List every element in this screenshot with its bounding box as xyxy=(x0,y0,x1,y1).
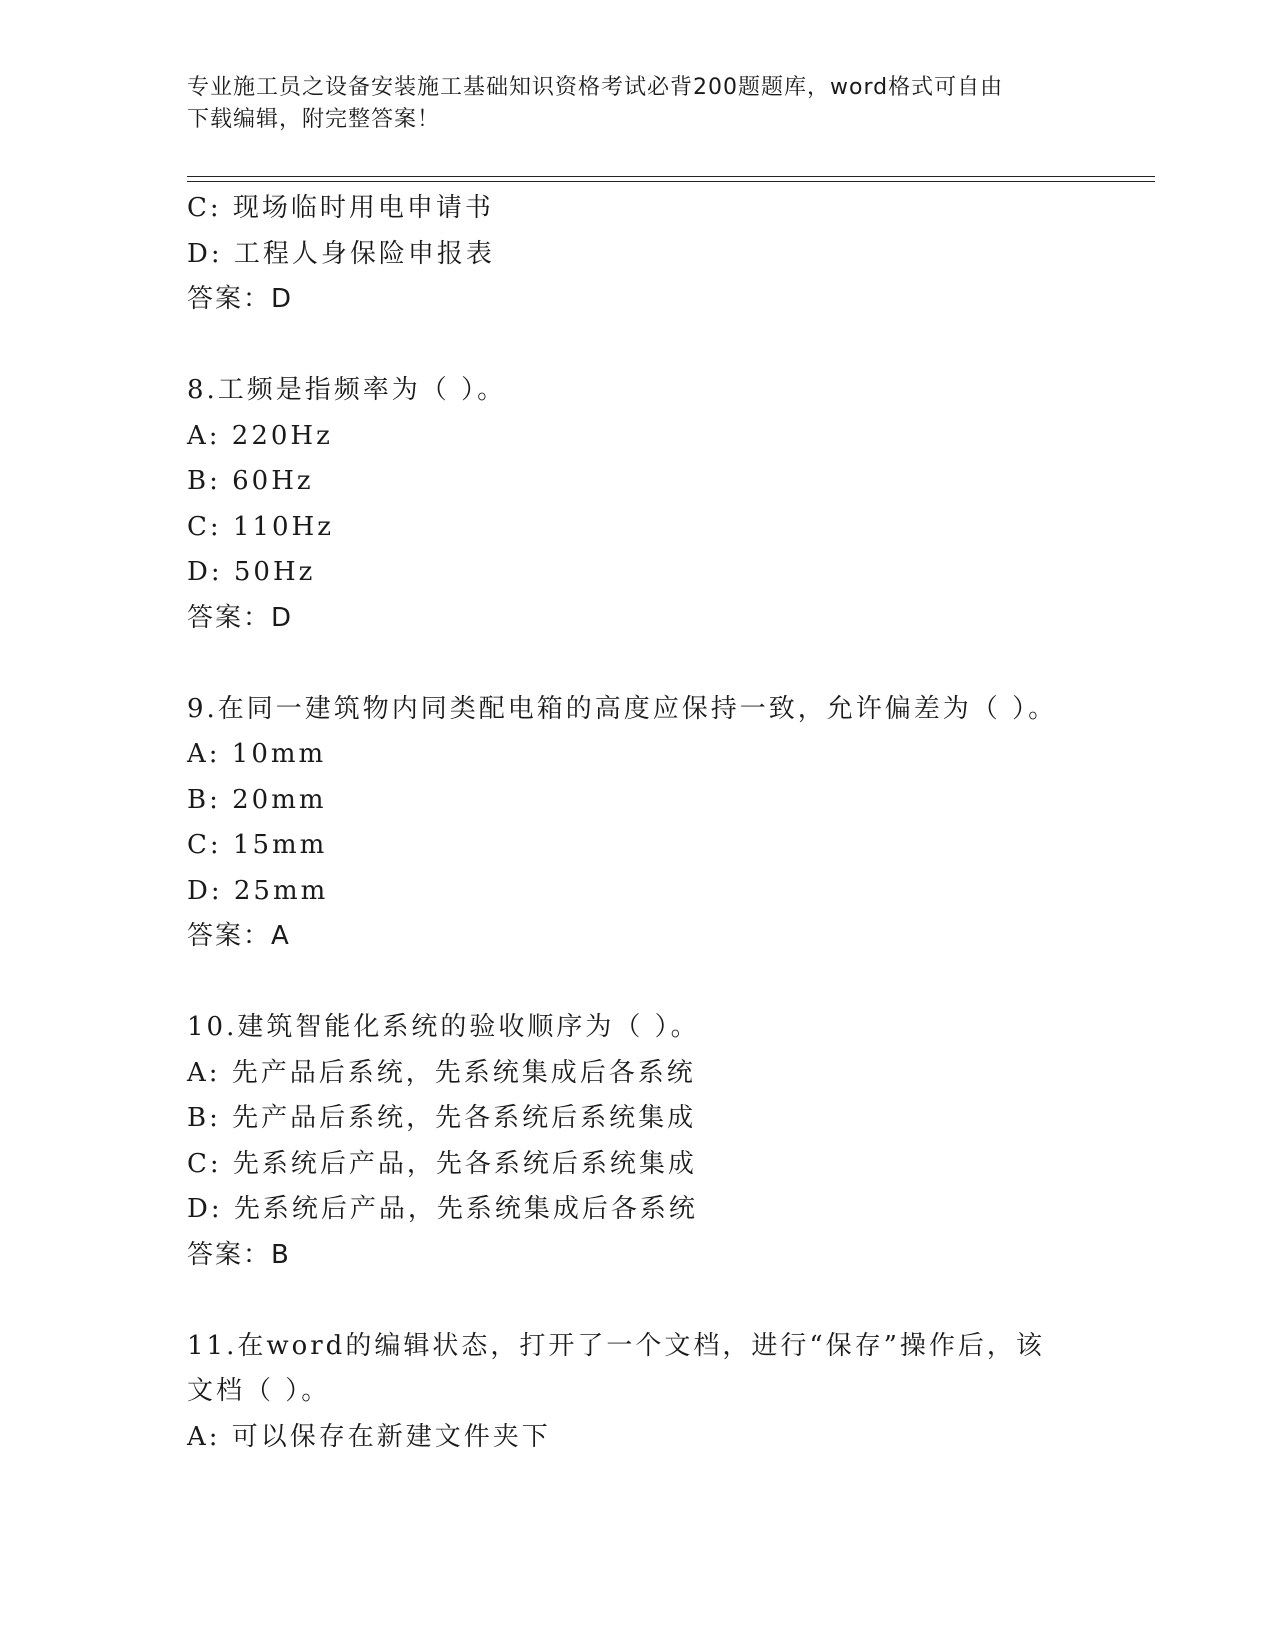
question-10 xyxy=(187,1005,1087,1278)
answer-line: 答案：B xyxy=(187,1239,291,1270)
answer-line: 答案：D xyxy=(187,602,294,633)
header-divider xyxy=(187,176,1155,182)
option-a: A: 10mm xyxy=(187,739,327,769)
question-text: 10.建筑智能化系统的验收顺序为（ ）。 xyxy=(187,1012,700,1042)
question-list xyxy=(187,186,1087,1460)
option-b: B: 20mm xyxy=(187,784,327,815)
page-header xyxy=(187,72,1087,136)
option-c: C: 先系统后产品，先各系统后系统集成 xyxy=(187,1148,697,1179)
header-title-line2: 下载编辑，附完整答案！ xyxy=(187,107,441,132)
option-d: D: 先系统后产品，先系统集成后各系统 xyxy=(187,1194,698,1224)
answer-line: 答案：A xyxy=(187,921,291,951)
option-c: C: 110Hz xyxy=(187,511,334,542)
option-c: C: 现场临时用电申请书 xyxy=(187,193,494,223)
option-a: A: 先产品后系统，先系统集成后各系统 xyxy=(187,1057,696,1088)
header-title-line1: 专业施工员之设备安装施工基础知识资格考试必背200题题库，word格式可自由 xyxy=(187,75,1004,100)
question-9 xyxy=(187,687,1087,960)
option-d: D: 50Hz xyxy=(187,557,316,587)
question-prev xyxy=(187,186,1087,323)
question-text-line1: 11.在word的编辑状态，打开了一个文档，进行“保存”操作后，该 xyxy=(187,1330,1045,1361)
option-b: B: 先产品后系统，先各系统后系统集成 xyxy=(187,1103,697,1133)
question-11 xyxy=(187,1324,1087,1461)
option-d: D: 25mm xyxy=(187,875,329,906)
question-text: 8.工频是指频率为（ ）。 xyxy=(187,375,507,405)
option-b: B: 60Hz xyxy=(187,466,314,496)
question-text-line2: 文档（ ）。 xyxy=(187,1376,331,1406)
answer-line: 答案：D xyxy=(187,284,294,314)
option-a: A: 220Hz xyxy=(187,420,333,451)
question-8 xyxy=(187,368,1087,641)
option-a: A: 可以保存在新建文件夹下 xyxy=(187,1421,551,1452)
option-d: D: 工程人身保险申报表 xyxy=(187,238,495,269)
option-c: C: 15mm xyxy=(187,830,328,860)
question-text: 9.在同一建筑物内同类配电箱的高度应保持一致，允许偏差为（ ）。 xyxy=(187,693,1058,724)
